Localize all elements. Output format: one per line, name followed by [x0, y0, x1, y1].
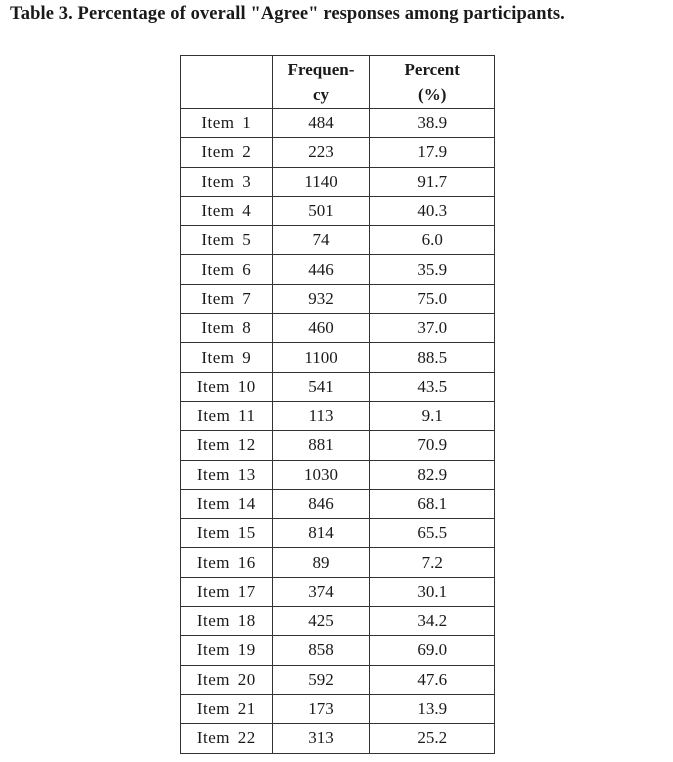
table-row	[181, 694, 495, 723]
table-row	[181, 724, 495, 753]
table-row	[181, 665, 495, 694]
table-row	[181, 196, 495, 225]
header-item	[181, 56, 273, 109]
item-cell: Item 10	[181, 372, 273, 401]
table-row	[181, 577, 495, 606]
percent-cell: 6.0	[370, 226, 495, 255]
table-row	[181, 343, 495, 372]
frequency-cell: 846	[272, 489, 370, 518]
percent-cell: 37.0	[370, 314, 495, 343]
frequency-cell: 932	[272, 284, 370, 313]
header-frequency	[272, 56, 370, 109]
percent-cell: 75.0	[370, 284, 495, 313]
item-cell: Item 17	[181, 577, 273, 606]
percent-cell: 38.9	[370, 109, 495, 138]
table-row	[181, 167, 495, 196]
item-cell: Item 4	[181, 196, 273, 225]
header-percent-line1: Percent	[404, 60, 460, 79]
item-cell: Item 8	[181, 314, 273, 343]
percent-cell: 34.2	[370, 607, 495, 636]
item-cell: Item 9	[181, 343, 273, 372]
percent-cell: 47.6	[370, 665, 495, 694]
item-cell: Item 12	[181, 431, 273, 460]
percent-cell: 91.7	[370, 167, 495, 196]
table-body	[181, 109, 495, 754]
percent-cell: 69.0	[370, 636, 495, 665]
item-cell: Item 3	[181, 167, 273, 196]
frequency-cell: 1140	[272, 167, 370, 196]
table-row	[181, 284, 495, 313]
item-cell: Item 1	[181, 109, 273, 138]
table-header	[181, 56, 495, 109]
percent-cell: 9.1	[370, 401, 495, 430]
frequency-cell: 374	[272, 577, 370, 606]
item-cell: Item 16	[181, 548, 273, 577]
percent-cell: 43.5	[370, 372, 495, 401]
header-row	[181, 56, 495, 109]
percent-cell: 35.9	[370, 255, 495, 284]
frequency-cell: 592	[272, 665, 370, 694]
header-frequency-line1: Frequen-	[287, 60, 355, 79]
frequency-cell: 74	[272, 226, 370, 255]
item-cell: Item 15	[181, 519, 273, 548]
percent-cell: 40.3	[370, 196, 495, 225]
header-percent	[370, 56, 495, 109]
header-percent-line2: (%)	[418, 85, 447, 104]
item-cell: Item 14	[181, 489, 273, 518]
table-row	[181, 314, 495, 343]
frequency-cell: 1100	[272, 343, 370, 372]
percent-cell: 82.9	[370, 460, 495, 489]
table-row	[181, 138, 495, 167]
table-row	[181, 460, 495, 489]
percent-cell: 65.5	[370, 519, 495, 548]
table-caption: Table 3. Percentage of overall "Agree" responses among participants.	[10, 4, 565, 24]
percent-cell: 25.2	[370, 724, 495, 753]
table-row	[181, 109, 495, 138]
header-frequency-line2: cy	[313, 85, 330, 104]
item-cell: Item 22	[181, 724, 273, 753]
frequency-cell: 89	[272, 548, 370, 577]
percent-cell: 68.1	[370, 489, 495, 518]
table-row	[181, 548, 495, 577]
table-row	[181, 519, 495, 548]
table-row	[181, 607, 495, 636]
item-cell: Item 20	[181, 665, 273, 694]
frequency-cell: 313	[272, 724, 370, 753]
item-cell: Item 6	[181, 255, 273, 284]
agree-responses-table	[180, 55, 495, 754]
percent-cell: 30.1	[370, 577, 495, 606]
frequency-cell: 858	[272, 636, 370, 665]
item-cell: Item 11	[181, 401, 273, 430]
item-cell: Item 18	[181, 607, 273, 636]
percent-cell: 88.5	[370, 343, 495, 372]
frequency-cell: 460	[272, 314, 370, 343]
frequency-cell: 223	[272, 138, 370, 167]
table-row	[181, 255, 495, 284]
percent-cell: 70.9	[370, 431, 495, 460]
item-cell: Item 5	[181, 226, 273, 255]
frequency-cell: 113	[272, 401, 370, 430]
frequency-cell: 446	[272, 255, 370, 284]
table-row	[181, 431, 495, 460]
frequency-cell: 814	[272, 519, 370, 548]
frequency-cell: 484	[272, 109, 370, 138]
frequency-cell: 173	[272, 694, 370, 723]
item-cell: Item 7	[181, 284, 273, 313]
table-row	[181, 636, 495, 665]
percent-cell: 17.9	[370, 138, 495, 167]
table-row	[181, 372, 495, 401]
percent-cell: 7.2	[370, 548, 495, 577]
item-cell: Item 2	[181, 138, 273, 167]
frequency-cell: 501	[272, 196, 370, 225]
table-row	[181, 401, 495, 430]
frequency-cell: 1030	[272, 460, 370, 489]
item-cell: Item 13	[181, 460, 273, 489]
frequency-cell: 425	[272, 607, 370, 636]
percent-cell: 13.9	[370, 694, 495, 723]
table-row	[181, 226, 495, 255]
item-cell: Item 21	[181, 694, 273, 723]
frequency-cell: 881	[272, 431, 370, 460]
table-row	[181, 489, 495, 518]
frequency-cell: 541	[272, 372, 370, 401]
item-cell: Item 19	[181, 636, 273, 665]
